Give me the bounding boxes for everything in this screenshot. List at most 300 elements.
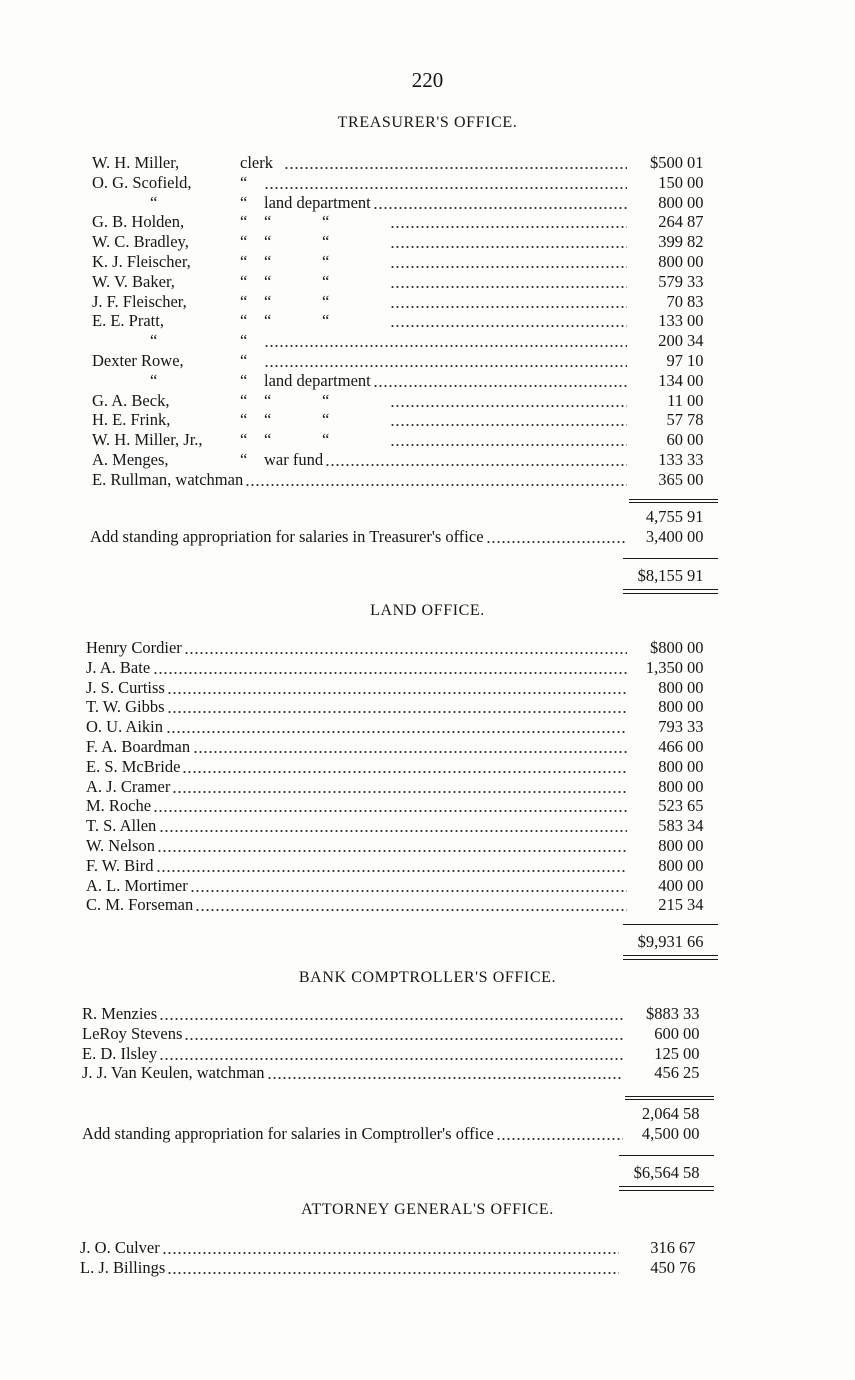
dot-leader bbox=[264, 351, 627, 371]
dot-leader bbox=[390, 252, 627, 272]
row-amount bbox=[631, 777, 716, 797]
dot-leader bbox=[167, 1258, 619, 1278]
employee-name: A. L. Mortimer bbox=[86, 875, 188, 895]
employee-name: G. A. Beck, bbox=[92, 390, 170, 410]
ditto-mark: “ bbox=[264, 430, 272, 450]
table-row bbox=[86, 697, 716, 717]
entry-leader bbox=[159, 1044, 623, 1064]
row-cents: 00 bbox=[687, 172, 704, 192]
dot-leader bbox=[184, 1024, 623, 1044]
row-cents: 76 bbox=[679, 1257, 696, 1277]
subtotal-amount bbox=[627, 1104, 712, 1124]
entry-leader bbox=[153, 796, 627, 816]
total-rule bbox=[623, 924, 718, 925]
section-title: LAND OFFICE. bbox=[370, 602, 485, 619]
table-row bbox=[86, 796, 716, 816]
entry-leader bbox=[167, 697, 627, 717]
row-dollars: 800 bbox=[658, 677, 683, 697]
dot-leader bbox=[267, 1063, 623, 1083]
row-dollars: 450 bbox=[650, 1257, 675, 1277]
employee-role: “ bbox=[240, 172, 248, 192]
employee-name: “ bbox=[150, 331, 158, 351]
dot-leader bbox=[156, 856, 627, 876]
row-dollars: 399 bbox=[658, 232, 683, 252]
table-row bbox=[86, 757, 716, 777]
row-dollars: 800 bbox=[658, 836, 683, 855]
row-cents: 00 bbox=[687, 430, 704, 450]
ditto-mark: “ bbox=[322, 232, 330, 252]
row-cents: 34 bbox=[687, 331, 704, 351]
row-cents: 00 bbox=[683, 1023, 700, 1043]
appropriation-row bbox=[82, 1124, 623, 1144]
employee-name: M. Roche bbox=[86, 796, 152, 816]
row-cents: 33 bbox=[683, 1004, 700, 1023]
entry-leader bbox=[264, 212, 627, 232]
row-dollars: 215 bbox=[658, 895, 683, 915]
appropriation-text: Add standing appropriation for salaries in Treasurer's office bbox=[90, 527, 484, 546]
ditto-mark: “ bbox=[264, 390, 272, 410]
row-cents: 65 bbox=[687, 796, 704, 816]
subtotal-rule bbox=[629, 502, 718, 503]
employee-name: J. S. Curtiss bbox=[86, 677, 165, 697]
table-row bbox=[92, 173, 716, 193]
row-cents: 34 bbox=[687, 816, 704, 836]
entry-leader bbox=[264, 173, 627, 193]
ditto-mark: “ bbox=[322, 291, 330, 311]
dot-leader bbox=[167, 697, 627, 717]
row-amount bbox=[631, 391, 716, 411]
row-cents: 82 bbox=[687, 232, 704, 252]
total-amount bbox=[627, 1163, 712, 1183]
entry-leader bbox=[182, 757, 627, 777]
row-amount bbox=[631, 173, 716, 193]
row-amount bbox=[631, 292, 716, 312]
total-double-rule bbox=[619, 1190, 714, 1191]
row-cents: 00 bbox=[687, 192, 704, 212]
row-amount bbox=[631, 252, 716, 272]
row-dollars: 793 bbox=[658, 717, 683, 737]
total-cents: 58 bbox=[683, 1163, 700, 1182]
dot-leader bbox=[325, 450, 627, 470]
row-amount bbox=[623, 1258, 708, 1278]
table-row bbox=[82, 1063, 712, 1083]
row-amount bbox=[631, 410, 716, 430]
employee-name: F. A. Boardman bbox=[86, 737, 191, 756]
employee-name: W. H. Miller, Jr., bbox=[92, 430, 203, 450]
entry-leader bbox=[284, 153, 627, 173]
dot-leader bbox=[157, 836, 627, 856]
row-amount bbox=[631, 430, 716, 450]
entry-leader bbox=[184, 1024, 623, 1044]
employee-name: W. H. Miller, bbox=[92, 153, 180, 172]
appropriation-amount bbox=[631, 527, 716, 547]
ditto-mark: “ bbox=[322, 311, 330, 331]
entry-leader bbox=[264, 292, 627, 312]
ditto-mark: “ bbox=[322, 271, 330, 291]
table-row bbox=[86, 856, 716, 876]
row-dollars: 150 bbox=[658, 172, 683, 192]
row-cents: 33 bbox=[687, 717, 704, 737]
employee-name: R. Menzies bbox=[82, 1004, 158, 1023]
entry-leader bbox=[193, 737, 627, 757]
employee-name: Dexter Rowe, bbox=[92, 351, 184, 370]
row-cents: 25 bbox=[683, 1063, 700, 1083]
row-dollars: 200 bbox=[658, 331, 683, 351]
row-amount bbox=[631, 717, 716, 737]
page-number: 220 bbox=[411, 68, 444, 92]
entry-leader bbox=[172, 777, 627, 797]
entry-leader bbox=[184, 638, 627, 658]
row-dollars: 1,350 bbox=[645, 657, 683, 677]
row-dollars: 60 bbox=[666, 430, 683, 450]
employee-name: “ bbox=[150, 370, 158, 390]
row-cents: 00 bbox=[687, 697, 704, 717]
employee-role: “ bbox=[240, 331, 248, 351]
subtotal-dollars: 4,755 bbox=[645, 507, 683, 526]
row-dollars: 456 bbox=[654, 1063, 679, 1083]
subtotal-rule bbox=[625, 1099, 714, 1100]
dot-leader bbox=[159, 816, 627, 836]
row-cents: 10 bbox=[687, 351, 704, 370]
dot-leader bbox=[182, 757, 627, 777]
entry-leader bbox=[195, 895, 627, 915]
dot-leader bbox=[153, 796, 627, 816]
employee-role: “ bbox=[240, 370, 248, 390]
row-amount bbox=[627, 1004, 712, 1024]
table-row bbox=[92, 292, 716, 312]
table-row bbox=[82, 1044, 712, 1064]
row-dollars: 400 bbox=[658, 875, 683, 895]
row-amount bbox=[631, 895, 716, 915]
dot-leader bbox=[390, 232, 627, 252]
row-amount bbox=[631, 272, 716, 292]
subtotal-cents: 58 bbox=[683, 1104, 700, 1123]
row-cents: 00 bbox=[687, 311, 704, 331]
dot-leader bbox=[245, 470, 627, 490]
employee-name: E. S. McBride bbox=[86, 756, 181, 776]
employee-name: C. M. Forseman bbox=[86, 895, 194, 915]
entry-leader bbox=[162, 1238, 619, 1258]
appropriation-text: Add standing appropriation for salaries in Comptroller's office bbox=[82, 1124, 494, 1143]
total-cents: 91 bbox=[687, 566, 704, 585]
employee-name: E. E. Pratt, bbox=[92, 311, 164, 331]
row-amount bbox=[631, 193, 716, 213]
employee-name: E. Rullman, watchman bbox=[92, 469, 244, 489]
employee-role: “ bbox=[240, 232, 248, 252]
row-amount bbox=[631, 796, 716, 816]
entry-leader bbox=[264, 430, 627, 450]
appropriation-amount bbox=[627, 1124, 712, 1144]
total-double-rule bbox=[623, 955, 718, 956]
row-amount bbox=[631, 876, 716, 896]
employee-name: A. Menges, bbox=[92, 450, 169, 469]
entry-leader bbox=[264, 450, 627, 470]
row-dollars: 583 bbox=[658, 816, 683, 836]
row-dollars: 800 bbox=[658, 192, 683, 212]
table-row bbox=[82, 1004, 712, 1024]
table-row bbox=[86, 816, 716, 836]
appropriation-leader bbox=[90, 527, 627, 547]
employee-name: L. J. Billings bbox=[80, 1257, 166, 1277]
dot-leader bbox=[373, 193, 627, 213]
employee-role: “ bbox=[240, 351, 248, 370]
entry-leader bbox=[166, 717, 627, 737]
employee-name: W. C. Bradley, bbox=[92, 232, 189, 252]
table-row bbox=[92, 232, 716, 252]
section-title: ATTORNEY GENERAL'S OFFICE. bbox=[301, 1201, 554, 1218]
dot-leader bbox=[390, 292, 627, 312]
total-dollars: $8,155 bbox=[637, 566, 683, 585]
row-cents: 01 bbox=[687, 153, 704, 172]
ditto-mark: “ bbox=[264, 212, 272, 232]
section-title: BANK COMPTROLLER'S OFFICE. bbox=[298, 969, 557, 986]
table-row bbox=[92, 371, 716, 391]
employee-role: “ bbox=[240, 450, 248, 469]
row-dollars: 70 bbox=[666, 291, 683, 311]
total-rule bbox=[619, 1155, 714, 1156]
table-row bbox=[92, 311, 716, 331]
row-cents: 34 bbox=[687, 895, 704, 915]
total-dollars: $6,564 bbox=[633, 1163, 679, 1182]
employee-role: “ bbox=[240, 311, 248, 331]
row-dollars: 134 bbox=[658, 370, 683, 390]
row-dollars: 11 bbox=[667, 390, 683, 410]
dot-leader bbox=[195, 895, 627, 915]
employee-name: J. F. Fleischer, bbox=[92, 291, 187, 311]
total-amount bbox=[631, 566, 716, 586]
employee-name: J. O. Culver bbox=[80, 1238, 160, 1257]
row-amount bbox=[631, 658, 716, 678]
entry-leader bbox=[245, 470, 627, 490]
employee-name: T. S. Allen bbox=[86, 816, 157, 836]
total-amount bbox=[631, 932, 716, 952]
entry-note: war fund bbox=[264, 450, 324, 469]
row-dollars: 579 bbox=[658, 271, 683, 291]
row-dollars: $883 bbox=[646, 1004, 679, 1023]
table-row bbox=[92, 153, 716, 173]
table-row bbox=[80, 1258, 708, 1278]
row-cents: 00 bbox=[687, 776, 704, 796]
table-row bbox=[92, 351, 716, 371]
row-cents: 00 bbox=[683, 1043, 700, 1063]
dot-leader bbox=[390, 391, 627, 411]
employee-name: F. W. Bird bbox=[86, 855, 154, 875]
entry-leader bbox=[264, 252, 627, 272]
employee-name: A. J. Cramer bbox=[86, 776, 171, 796]
appropriation-row bbox=[90, 527, 627, 547]
row-cents: 33 bbox=[687, 450, 704, 469]
appropriation-leader bbox=[82, 1124, 623, 1144]
employee-name: K. J. Fleischer, bbox=[92, 252, 191, 271]
total-cents: 66 bbox=[687, 932, 704, 951]
dot-leader bbox=[166, 717, 627, 737]
subtotal-rule bbox=[629, 499, 718, 500]
ditto-mark: “ bbox=[322, 390, 330, 410]
employee-name: LeRoy Stevens bbox=[82, 1023, 183, 1043]
row-cents: 00 bbox=[687, 390, 704, 410]
table-row bbox=[86, 658, 716, 678]
ditto-mark: “ bbox=[322, 212, 330, 232]
employee-name: W. V. Baker, bbox=[92, 271, 175, 291]
employee-role: “ bbox=[240, 291, 248, 311]
row-amount bbox=[627, 1063, 712, 1083]
row-cents: 00 bbox=[687, 737, 704, 756]
table-row bbox=[92, 212, 716, 232]
row-amount bbox=[631, 232, 716, 252]
subtotal-amount bbox=[631, 507, 716, 527]
table-row bbox=[92, 450, 716, 470]
row-amount bbox=[631, 737, 716, 757]
appropriation-cents: 00 bbox=[683, 1124, 700, 1143]
employee-name: T. W. Gibbs bbox=[86, 697, 165, 717]
subtotal-rule bbox=[625, 1096, 714, 1097]
row-amount bbox=[631, 856, 716, 876]
dot-leader bbox=[193, 737, 627, 757]
row-amount bbox=[631, 836, 716, 856]
table-row bbox=[86, 777, 716, 797]
row-amount bbox=[631, 371, 716, 391]
entry-leader bbox=[267, 1063, 623, 1083]
table-row bbox=[82, 1024, 712, 1044]
dot-leader bbox=[162, 1238, 619, 1258]
row-amount bbox=[631, 816, 716, 836]
dot-leader bbox=[264, 173, 627, 193]
row-amount bbox=[631, 450, 716, 470]
employee-name: E. D. Ilsley bbox=[82, 1043, 158, 1063]
row-amount bbox=[631, 331, 716, 351]
employee-role: “ bbox=[240, 252, 248, 271]
employee-name: J. J. Van Keulen, watchman bbox=[82, 1063, 265, 1083]
dot-leader bbox=[390, 311, 627, 331]
employee-role: “ bbox=[240, 390, 248, 410]
employee-role: clerk bbox=[240, 153, 273, 172]
entry-note: land department bbox=[264, 370, 371, 390]
row-dollars: 800 bbox=[658, 855, 683, 875]
employee-name: J. A. Bate bbox=[86, 657, 151, 677]
row-cents: 78 bbox=[687, 410, 704, 430]
entry-leader bbox=[190, 876, 627, 896]
dot-leader bbox=[184, 638, 627, 658]
row-cents: 83 bbox=[687, 291, 704, 311]
row-dollars: 125 bbox=[654, 1043, 679, 1063]
row-dollars: 133 bbox=[658, 450, 683, 469]
table-row bbox=[92, 430, 716, 450]
table-row bbox=[86, 678, 716, 698]
employee-role: “ bbox=[240, 410, 248, 430]
employee-role: “ bbox=[240, 430, 248, 450]
table-row bbox=[92, 391, 716, 411]
row-cents: 00 bbox=[687, 469, 704, 489]
employee-role: “ bbox=[240, 212, 248, 232]
total-rule bbox=[623, 558, 718, 559]
section-title: TREASURER'S OFFICE. bbox=[337, 114, 518, 131]
entry-leader bbox=[153, 658, 627, 678]
row-dollars: 365 bbox=[658, 469, 683, 489]
row-dollars: 264 bbox=[658, 212, 683, 232]
dot-leader bbox=[159, 1044, 623, 1064]
row-cents: 00 bbox=[687, 875, 704, 895]
employee-name: “ bbox=[150, 192, 158, 212]
table-row bbox=[86, 895, 716, 915]
ditto-mark: “ bbox=[264, 252, 272, 271]
row-cents: 00 bbox=[687, 638, 704, 657]
entry-leader bbox=[264, 311, 627, 331]
entry-note: land department bbox=[264, 192, 371, 212]
entry-leader bbox=[264, 232, 627, 252]
row-dollars: $800 bbox=[650, 638, 683, 657]
row-dollars: 57 bbox=[666, 410, 683, 430]
table-row bbox=[92, 252, 716, 272]
row-dollars: 800 bbox=[658, 252, 683, 271]
ditto-mark: “ bbox=[264, 271, 272, 291]
entry-leader bbox=[264, 331, 627, 351]
row-dollars: 800 bbox=[658, 697, 683, 717]
dot-leader bbox=[190, 876, 627, 896]
row-amount bbox=[631, 678, 716, 698]
row-amount bbox=[631, 351, 716, 371]
subtotal-cents: 91 bbox=[687, 507, 704, 526]
table-row bbox=[80, 1238, 708, 1258]
entry-leader bbox=[264, 391, 627, 411]
row-dollars: 316 bbox=[650, 1238, 675, 1257]
row-amount bbox=[631, 697, 716, 717]
row-cents: 00 bbox=[687, 252, 704, 271]
ditto-mark: “ bbox=[322, 410, 330, 430]
ditto-mark: “ bbox=[264, 232, 272, 252]
dot-leader bbox=[284, 153, 627, 173]
entry-leader bbox=[167, 1258, 619, 1278]
table-row bbox=[86, 737, 716, 757]
employee-name: O. G. Scofield, bbox=[92, 172, 192, 192]
entry-leader bbox=[264, 351, 627, 371]
row-amount bbox=[627, 1024, 712, 1044]
entry-leader bbox=[159, 1004, 623, 1024]
row-cents: 33 bbox=[687, 271, 704, 291]
ditto-mark: “ bbox=[264, 291, 272, 311]
dot-leader bbox=[373, 371, 627, 391]
row-cents: 00 bbox=[687, 756, 704, 776]
row-cents: 67 bbox=[679, 1238, 696, 1257]
dot-leader bbox=[390, 272, 627, 292]
total-double-rule bbox=[619, 1186, 714, 1187]
employee-name: G. B. Holden, bbox=[92, 212, 185, 232]
table-row bbox=[92, 331, 716, 351]
row-amount bbox=[627, 1044, 712, 1064]
row-dollars: $500 bbox=[650, 153, 683, 172]
total-dollars: $9,931 bbox=[637, 932, 683, 951]
dot-leader bbox=[390, 430, 627, 450]
entry-leader bbox=[156, 856, 627, 876]
row-amount bbox=[631, 311, 716, 331]
dot-leader bbox=[167, 678, 627, 698]
table-row bbox=[92, 470, 716, 490]
row-dollars: 600 bbox=[654, 1023, 679, 1043]
ditto-mark: “ bbox=[322, 430, 330, 450]
table-row bbox=[92, 193, 716, 213]
entry-leader bbox=[264, 272, 627, 292]
row-dollars: 800 bbox=[658, 776, 683, 796]
ditto-mark: “ bbox=[322, 252, 330, 271]
table-row bbox=[86, 638, 716, 658]
subtotal-dollars: 2,064 bbox=[641, 1104, 679, 1123]
entry-leader bbox=[157, 836, 627, 856]
row-cents: 00 bbox=[687, 370, 704, 390]
entry-leader bbox=[159, 816, 627, 836]
dot-leader bbox=[159, 1004, 623, 1024]
dot-leader bbox=[172, 777, 627, 797]
row-cents: 00 bbox=[687, 855, 704, 875]
row-dollars: 133 bbox=[658, 311, 683, 331]
